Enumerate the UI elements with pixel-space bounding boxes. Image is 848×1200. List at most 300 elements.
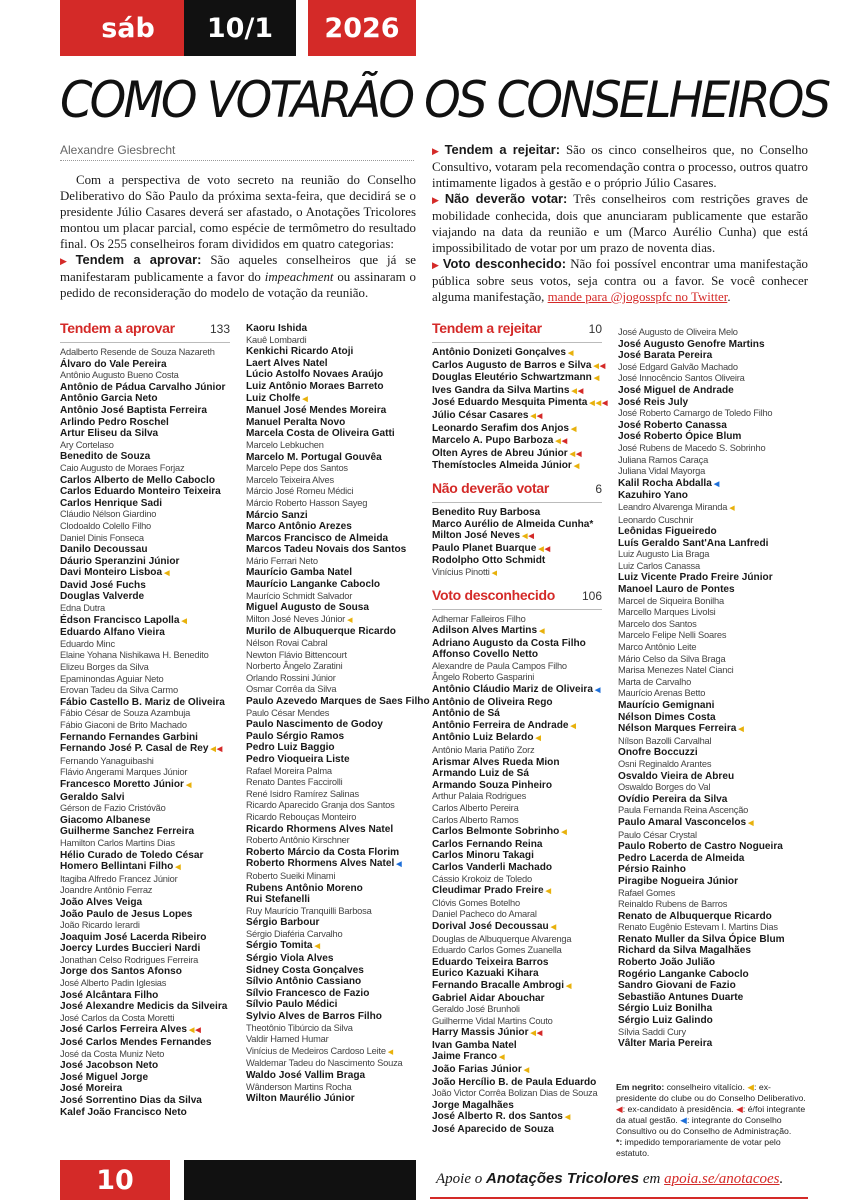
member-name: Carlos Vanderli Machado — [432, 861, 553, 873]
member-name: Antônio Donizeti Gonçalves — [432, 347, 567, 358]
member-name: Miguel Augusto de Sousa — [246, 602, 369, 614]
member-name: Wânderson Martins Rocha — [246, 1081, 352, 1092]
member-name: Paulo César Crystal — [618, 829, 697, 840]
member-name: David José Fuchs — [60, 579, 146, 591]
list-item — [246, 917, 422, 929]
member-name: Newton Flávio Bittencourt — [246, 649, 347, 660]
list-item — [618, 747, 808, 759]
legend-bold-label: Em negrito: — [616, 1082, 665, 1092]
red-marker-icon: ◀ — [576, 450, 581, 458]
list-item — [432, 745, 602, 757]
list-item — [60, 544, 230, 556]
member-name: Marcelo dos Santos — [618, 618, 697, 629]
member-name: Vâlter Maria Pereira — [618, 1038, 713, 1050]
member-name: Manoel Lauro de Pontes — [618, 584, 735, 596]
list-item — [432, 672, 602, 684]
member-name: Douglas de Albuquerque Alvarenga — [432, 933, 572, 944]
list-item — [432, 957, 602, 969]
list-item — [246, 556, 422, 568]
legend-line-2 — [616, 1137, 808, 1159]
member-name: Epaminondas Aguiar Neto — [60, 673, 164, 684]
member-name: Roberto Antônio Kirschner — [246, 835, 350, 846]
member-name: Dáurio Speranzini Júnior — [60, 555, 180, 567]
list-item — [60, 697, 230, 709]
member-name: Sílvia Saddi Cury — [618, 1026, 686, 1037]
member-name: Theotônio Tibúrcio da Silva — [246, 1022, 353, 1033]
member-name: Caio Augusto de Moraes Forjaz — [60, 462, 185, 473]
member-name: José Eduardo Mesquita Pimenta — [432, 397, 588, 409]
member-name: Luiz Antônio Moraes Barreto — [246, 380, 384, 392]
member-name: Benedito de Souza — [60, 451, 151, 463]
member-name: Lúcio Astolfo Novaes Araújo — [246, 369, 384, 381]
member-name: Renato Muller da Silva Ópice Blum — [618, 933, 785, 945]
list-item — [246, 1046, 422, 1059]
list-item — [618, 362, 808, 374]
member-name: Sílvio Paulo Médici — [246, 999, 338, 1011]
member-name: Sérgio Tomita — [246, 940, 313, 952]
legend — [616, 1082, 808, 1159]
list-item — [60, 417, 230, 429]
list-item — [246, 1034, 422, 1046]
list-item — [246, 428, 422, 440]
yellow-marker-icon: ◀ — [189, 1027, 194, 1035]
member-name: Marco Antônio Leite — [618, 642, 697, 653]
list-item — [432, 410, 602, 423]
yellow-marker-icon: ◀ — [347, 616, 352, 624]
blue-marker-icon: ◀ — [713, 480, 719, 488]
member-name: José Carlos Mendes Fernandes — [60, 1037, 212, 1049]
list-item — [432, 980, 602, 993]
list-item — [618, 805, 808, 817]
member-name: Daniel Pacheco do Amaral — [432, 909, 537, 920]
member-name: José Edgard Galvão Machado — [618, 361, 738, 372]
red-marker-icon: ◀ — [616, 1104, 623, 1114]
list-item — [60, 826, 230, 838]
list-item — [246, 754, 422, 766]
member-name: Norberto Ângelo Zaratini — [246, 661, 343, 672]
legend-text: impedido temporariamente de votar pelo estatuto. — [616, 1137, 781, 1158]
yellow-marker-icon: ◀ — [561, 829, 566, 837]
list-item — [60, 639, 230, 651]
list-item — [618, 1003, 808, 1015]
list-item — [60, 451, 230, 463]
list-item — [618, 723, 808, 736]
header-date — [184, 0, 296, 56]
twitter-link[interactable]: mande para @jogosspfc no Twitter — [547, 290, 728, 304]
member-name: Flávio Angerami Marques Júnior — [60, 767, 188, 778]
member-name: Vinícius de Medeiros Cardoso Leite — [246, 1045, 386, 1056]
member-name: Paulo César Mendes — [246, 707, 330, 718]
member-name: Renato de Albuquerque Ricardo — [618, 910, 772, 922]
list-item — [432, 1027, 602, 1040]
list-item — [246, 452, 422, 464]
support-text-2: em — [642, 1171, 661, 1187]
member-name: José Alberto Padin Iglesias — [60, 978, 167, 989]
member-name: Nílson Bazolli Carvalhal — [618, 735, 712, 746]
list-item — [60, 838, 230, 850]
red-marker-icon: ◀ — [577, 387, 583, 395]
author-name: Alexandre Giesbrecht — [60, 143, 176, 157]
list-item — [60, 580, 230, 592]
member-name: José Roberto Camargo de Toledo Filho — [618, 408, 773, 419]
list-item — [246, 440, 422, 452]
list-item — [60, 966, 230, 978]
section-count-naovotar: 6 — [595, 481, 602, 496]
member-name: Eduardo Alfano Vieira — [60, 627, 165, 639]
list-item — [432, 945, 602, 957]
list-item — [60, 662, 230, 674]
list-item — [246, 883, 422, 895]
list-item — [60, 767, 230, 779]
yellow-marker-icon: ◀ — [164, 570, 169, 578]
list-item — [618, 1027, 808, 1039]
yellow-marker-icon: ◀ — [302, 395, 307, 403]
author-divider — [60, 160, 414, 161]
member-name: Fábio César de Souza Azambuja — [60, 708, 191, 719]
member-name: Hamilton Carlos Martins Dias — [60, 837, 175, 848]
list-item — [432, 1051, 602, 1064]
list-item — [246, 835, 422, 847]
member-name: Milton José Neves Júnior — [246, 613, 346, 624]
list-item — [432, 543, 602, 556]
list-item — [618, 526, 808, 538]
member-name: Cleudimar Prado Freire — [432, 885, 544, 897]
list-item — [246, 393, 422, 406]
member-name: Pedro Luiz Baggio — [246, 742, 335, 754]
member-name: Marcos Francisco de Almeida — [246, 532, 389, 544]
list-item — [618, 373, 808, 385]
list-item — [618, 992, 808, 1004]
member-name: Sérgio Viola Alves — [246, 953, 334, 965]
list-item — [432, 1124, 602, 1136]
intro-text-2a: São aqueles conselheiros que já se manifestaram publicamente a favor do — [60, 253, 416, 284]
member-name: Maurício Langanke Caboclo — [246, 579, 381, 591]
list-item — [618, 688, 808, 700]
member-name: Nélson Rovai Cabral — [246, 638, 328, 649]
member-name: Milton José Neves — [432, 530, 521, 542]
name-list-desconhecido-1 — [432, 614, 602, 1136]
list-item — [618, 911, 808, 923]
list-item — [432, 768, 602, 780]
member-name: José Augusto Genofre Martins — [618, 338, 765, 350]
list-item — [432, 934, 602, 946]
yellow-marker-icon: ◀ — [550, 923, 556, 931]
member-name: Vinícius Pinotti — [432, 566, 490, 577]
legend-text: integrante do Conselho Consultivo ou do Conselho de Administração. — [616, 1115, 792, 1136]
member-name: Richard da Silva Magalhães — [618, 945, 751, 957]
list-item — [432, 649, 602, 661]
list-item — [432, 435, 602, 448]
list-item — [432, 1004, 602, 1016]
member-name: Marco Aurélio de Almeida Cunha* — [432, 518, 594, 530]
list-item — [246, 812, 422, 824]
member-name: Marcel de Siqueira Bonilha — [618, 595, 724, 606]
list-item — [246, 602, 422, 614]
member-name: José Aparecido de Souza — [432, 1124, 554, 1136]
list-item — [618, 654, 808, 666]
list-item — [618, 945, 808, 957]
list-item — [246, 626, 422, 638]
member-name: José Reis July — [618, 396, 689, 408]
member-name: Carlos Minoru Takagi — [432, 850, 534, 862]
list-item — [246, 871, 422, 883]
member-name: Armando Luiz de Sá — [432, 768, 530, 780]
list-item — [60, 393, 230, 405]
list-item — [246, 486, 422, 498]
member-name: Gérson de Fazio Cristóvão — [60, 803, 166, 814]
list-item — [60, 1001, 230, 1013]
section-title-rejeitar: Tendem a rejeitar — [432, 320, 542, 336]
yellow-marker-icon: ◀ — [564, 1114, 570, 1122]
member-name: José Rubens de Macedo S. Sobrinho — [618, 442, 766, 453]
header-day-text: sáb — [101, 12, 155, 44]
list-item — [60, 803, 230, 815]
member-name: Danilo Decoussau — [60, 544, 148, 556]
member-name: Geraldo José Brunholi — [432, 1004, 520, 1015]
list-item — [432, 921, 602, 934]
member-name: Alexandre de Paula Campos Filho — [432, 660, 567, 671]
list-item — [618, 841, 808, 853]
list-item — [60, 943, 230, 955]
legend-line-1: Em negrito: conselheiro vitalício. ◀: ex-presidente do clube ou do Conselho Deliberativo. ◀: ex-candidato à presidência. ◀: é/foi integrante da atual gestão. ◀: integrante do Conselho Consultivo ou do Conselho de Administração. — [616, 1082, 806, 1136]
list-item — [60, 1095, 230, 1107]
member-name: Marco Antônio Arezes — [246, 521, 352, 533]
member-name: Piragibe Nogueira Júnior — [618, 875, 739, 887]
list-item — [432, 803, 602, 815]
list-item — [60, 347, 230, 359]
list-item — [246, 498, 422, 510]
member-name: Carlos Augusto de Barros e Silva — [432, 359, 592, 371]
list-item — [60, 1037, 230, 1049]
yellow-marker-icon: ◀ — [535, 735, 540, 743]
member-name: Paulo Sérgio Ramos — [246, 730, 345, 742]
member-name: José Augusto de Oliveira Melo — [618, 327, 738, 337]
list-item — [618, 455, 808, 467]
member-name: Sérgio Barbour — [246, 917, 320, 929]
support-text-1: Apoie o — [436, 1171, 483, 1187]
member-name: Arismar Alves Rueda Mion — [432, 756, 560, 768]
list-item — [432, 460, 602, 473]
member-name: Davi Monteiro Lisboa — [60, 567, 163, 579]
yellow-marker-icon: ◀ — [738, 726, 743, 734]
member-name: Marta de Carvalho — [618, 676, 692, 687]
support-link[interactable]: apoia.se/anotacoes — [664, 1171, 780, 1187]
list-item — [246, 800, 422, 812]
column-desconhecido-2 — [618, 327, 808, 1050]
list-item — [60, 615, 230, 628]
list-item — [246, 521, 422, 533]
yellow-marker-icon: ◀ — [593, 362, 598, 370]
member-name: Édson Francisco Lapolla — [60, 614, 180, 626]
list-item — [618, 771, 808, 783]
member-name: Ricardo Aparecido Granja dos Santos — [246, 800, 395, 811]
member-name: José Roberto Canassa — [618, 419, 727, 431]
list-item — [60, 909, 230, 921]
list-item — [618, 339, 808, 351]
intro-text-rejeitar: São os cinco conselheiros que, no Conselho Consultivo, votaram pela recomendação contra o processo, outros quatro intimamente ligados à gestão e o próprio Júlio Casares. — [432, 143, 808, 190]
yellow-marker-icon: ◀ — [593, 375, 599, 383]
yellow-marker-icon: ◀ — [387, 1048, 393, 1056]
list-item — [432, 1016, 602, 1028]
list-item — [246, 650, 422, 662]
member-name: Maurício Gamba Natel — [246, 567, 353, 579]
yellow-marker-icon: ◀ — [175, 864, 180, 872]
yellow-marker-icon: ◀ — [545, 888, 551, 896]
legend-text: ex-candidato à presidência. — [627, 1104, 734, 1114]
member-name: Eduardo Minc — [60, 638, 115, 649]
triangle-bullet-icon: ▶ — [60, 256, 73, 266]
list-item — [618, 596, 808, 608]
member-name: Elizeu Borges da Silva — [60, 662, 149, 673]
list-item — [618, 782, 808, 794]
list-item — [432, 968, 602, 980]
header-year-text: 2026 — [324, 12, 400, 44]
member-name: Roberto Márcio da Costa Florim — [246, 846, 400, 858]
list-item — [432, 993, 602, 1005]
support-brand: Anotações Tricolores — [486, 1170, 640, 1187]
member-name: Eduardo Teixeira Barros — [432, 956, 549, 968]
list-item — [432, 684, 602, 697]
yellow-marker-icon: ◀ — [571, 387, 576, 395]
member-name: José Miguel de Andrade — [618, 384, 734, 396]
list-item — [60, 1072, 230, 1084]
red-marker-icon: ◀ — [736, 1104, 743, 1114]
yellow-marker-icon: ◀ — [589, 400, 594, 408]
list-item — [618, 888, 808, 900]
list-item — [246, 708, 422, 720]
yellow-marker-icon: ◀ — [568, 350, 573, 357]
member-name: Roberto João Julião — [618, 957, 716, 969]
header-day — [60, 0, 196, 56]
member-name: Marcelo Lebkuchen — [246, 439, 324, 450]
list-item — [246, 417, 422, 429]
list-item — [60, 897, 230, 909]
member-name: Sérgio Diaféria Carvalho — [246, 928, 343, 939]
list-item — [246, 742, 422, 754]
list-item — [246, 405, 422, 417]
member-name: Paulo Roberto de Castro Nogueira — [618, 841, 783, 853]
list-item — [246, 906, 422, 918]
legend-text: é/foi integrante da atual gestão. — [616, 1104, 806, 1125]
yellow-marker-icon: ◀ — [210, 746, 215, 754]
member-name: Marcela Costa de Oliveira Gatti — [246, 428, 395, 440]
list-item — [246, 858, 422, 871]
intro-text-end: . — [727, 290, 731, 304]
list-item — [246, 988, 422, 1000]
header-date-text: 10/1 — [206, 12, 274, 44]
list-item — [246, 953, 422, 965]
member-name: Hélio Curado de Toledo César — [60, 849, 204, 861]
list-item — [432, 780, 602, 792]
member-name: Leônidas Figueiredo — [618, 526, 717, 538]
red-marker-icon: ◀ — [599, 362, 605, 370]
list-item — [618, 934, 808, 946]
list-item — [60, 521, 230, 533]
member-name: Álvaro do Vale Pereira — [60, 358, 167, 370]
list-item — [432, 862, 602, 874]
member-name: Marcos Tadeu Novais dos Santos — [246, 544, 407, 556]
member-name: Ivan Gamba Natel — [432, 1039, 517, 1051]
list-item — [246, 544, 422, 556]
list-item — [246, 1070, 422, 1082]
member-name: Luiz Cholfe — [246, 392, 301, 404]
list-item — [618, 830, 808, 842]
member-name: Edna Dutra — [60, 603, 106, 614]
yellow-marker-icon: ◀ — [571, 425, 576, 433]
member-name: Giacomo Albanese — [60, 814, 151, 826]
list-item — [60, 475, 230, 487]
yellow-marker-icon: ◀ — [747, 1082, 755, 1092]
yellow-marker-icon: ◀ — [566, 982, 571, 990]
list-item — [60, 990, 230, 1002]
list-item — [618, 549, 808, 561]
member-name: Murilo de Albuquerque Ricardo — [246, 626, 396, 638]
list-item — [60, 955, 230, 967]
list-item — [618, 420, 808, 432]
list-item — [60, 874, 230, 886]
list-item — [432, 697, 602, 709]
list-item — [246, 381, 422, 393]
list-item — [246, 1082, 422, 1094]
member-name: Fernando Yanaguibashi — [60, 755, 154, 766]
yellow-marker-icon: ◀ — [499, 1054, 504, 1062]
list-item — [432, 530, 602, 543]
blue-marker-icon: ◀ — [396, 861, 401, 869]
list-item — [60, 1013, 230, 1025]
list-item — [432, 625, 602, 638]
member-name: Júlio César Casares — [432, 409, 529, 421]
list-item — [618, 572, 808, 584]
list-item — [246, 463, 422, 475]
yellow-marker-icon: ◀ — [538, 545, 543, 553]
list-item — [618, 899, 808, 911]
member-name: Maurício Gemignani — [618, 700, 715, 711]
red-marker-icon: ◀ — [536, 412, 542, 420]
member-name: Sérgio Luiz Galindo — [618, 1015, 713, 1027]
member-name: Sérgio Luiz Bonilha — [618, 1003, 713, 1015]
member-name: Arthur Palaia Rodrigues — [432, 791, 527, 802]
header-year — [308, 0, 416, 56]
member-name: Roberto Sueiki Minami — [246, 870, 336, 881]
member-name: José Alberto R. dos Santos — [432, 1111, 563, 1123]
intro-left — [60, 172, 416, 301]
blue-marker-icon: ◀ — [594, 687, 600, 695]
list-item — [60, 370, 230, 382]
list-item — [246, 673, 422, 685]
yellow-marker-icon: ◀ — [595, 400, 601, 408]
list-item — [432, 1040, 602, 1052]
member-name: Marcelo Teixeira Alves — [246, 474, 334, 485]
member-name: Márcio José Romeu Médici — [246, 486, 354, 497]
yellow-marker-icon: ◀ — [729, 504, 734, 512]
list-item — [618, 853, 808, 865]
member-name: Luiz Vicente Prado Freire Júnior — [618, 572, 773, 584]
member-name: Juliana Vidal Mayorga — [618, 466, 706, 477]
member-name: Orlando Rossini Júnior — [246, 672, 336, 683]
list-item — [246, 999, 422, 1011]
list-item — [618, 969, 808, 981]
lead-aprovar: Tendem a aprovar: — [75, 252, 202, 267]
member-name: Paulo Amaral Vasconcelos — [618, 816, 747, 828]
list-item — [432, 372, 602, 385]
list-item — [618, 385, 808, 397]
red-marker-icon: ◀ — [602, 400, 607, 408]
list-item — [60, 920, 230, 932]
list-item — [60, 591, 230, 603]
member-name: Francesco Moretto Júnior — [60, 778, 184, 790]
list-item — [60, 556, 230, 568]
member-name: Antônio Garcia Neto — [60, 393, 158, 405]
